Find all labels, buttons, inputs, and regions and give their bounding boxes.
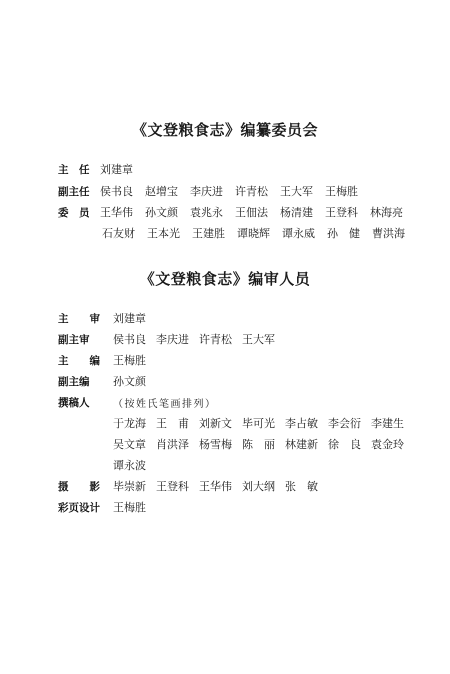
person-name: 李庆进 [190, 185, 223, 198]
deputy-editor-label: 副主编 [58, 375, 90, 388]
person-name: 王登科 [325, 206, 358, 219]
person-name: 侯书良 [113, 333, 146, 346]
director-label: 主 任 [58, 163, 90, 176]
writers-order-note: （按姓氏笔画排列） [113, 398, 217, 410]
person-name: 孙 健 [327, 227, 360, 240]
members-names-line2 [102, 225, 417, 241]
person-name: 谭永波 [113, 459, 146, 472]
director-names [100, 161, 145, 177]
chief-editor-names [113, 352, 156, 368]
person-name: 曹洪海 [372, 227, 405, 240]
writers-names-row-2 [113, 435, 414, 453]
deputy-review-names [113, 331, 285, 347]
person-name: 王梅胜 [113, 501, 146, 514]
person-name: 王建胜 [192, 227, 225, 240]
person-name: 王梅胜 [325, 185, 358, 198]
committee-members-row-continued [100, 224, 417, 242]
person-name: 袁兆永 [190, 206, 223, 219]
chief-editor-label: 主 编 [58, 354, 100, 367]
person-name: 杨雪梅 [199, 438, 232, 451]
person-name: 王华伟 [100, 206, 133, 219]
writers-names-line3 [113, 457, 156, 473]
photo-row [58, 477, 328, 495]
writers-names-row-3 [113, 456, 156, 474]
deputy-editor-row [58, 372, 156, 390]
writers-names-line1 [113, 415, 414, 431]
person-name: 林海亮 [370, 206, 403, 219]
color-design-label: 彩页设计 [58, 501, 100, 514]
person-name: 李会衍 [328, 417, 361, 430]
person-name: 刘建章 [100, 163, 133, 176]
person-name: 李占敏 [285, 417, 318, 430]
person-name: 刘大纲 [242, 480, 275, 493]
chief-review-names [113, 310, 156, 326]
person-name: 肖洪泽 [156, 438, 189, 451]
person-name: 林建新 [285, 438, 318, 451]
person-name: 李建生 [371, 417, 404, 430]
photo-names [113, 478, 328, 494]
color-design-row [58, 498, 156, 516]
person-name: 赵增宝 [145, 185, 178, 198]
committee-director-row [58, 160, 145, 178]
deputy-label: 副主任 [58, 185, 90, 198]
person-name: 刘建章 [113, 312, 146, 325]
person-name: 毕可光 [242, 417, 275, 430]
deputy-review-label: 副主审 [58, 333, 90, 346]
person-name: 袁金玲 [371, 438, 404, 451]
committee-members-row [58, 203, 415, 221]
writers-names-line2 [113, 436, 414, 452]
deputy-review-row [58, 330, 285, 348]
person-name: 徐 良 [328, 438, 361, 451]
photo-label: 摄 影 [58, 480, 100, 493]
person-name: 于龙海 [113, 417, 146, 430]
person-name: 王 甫 [156, 417, 189, 430]
committee-deputy-row [58, 182, 370, 200]
person-name: 许青松 [235, 185, 268, 198]
person-name: 刘新文 [199, 417, 232, 430]
person-name: 王梅胜 [113, 354, 146, 367]
writers-row [58, 393, 217, 411]
committee-title: 《文登粮食志》编纂委员会 [131, 121, 318, 139]
writers-names-row-1 [113, 414, 414, 432]
chief-editor-row [58, 351, 156, 369]
person-name: 王大军 [280, 185, 313, 198]
person-name: 许青松 [199, 333, 232, 346]
person-name: 侯书良 [100, 185, 133, 198]
deputy-editor-names [113, 373, 156, 389]
person-name: 王佃法 [235, 206, 268, 219]
person-name: 王本光 [147, 227, 180, 240]
person-name: 杨清建 [280, 206, 313, 219]
person-name: 吴文章 [113, 438, 146, 451]
color-design-names [113, 499, 156, 515]
person-name: 谭永威 [282, 227, 315, 240]
person-name: 谭晓辉 [237, 227, 270, 240]
person-name: 石友财 [102, 227, 135, 240]
person-name: 陈 丽 [242, 438, 275, 451]
members-names-line1 [100, 204, 415, 220]
chief-review-row [58, 309, 156, 327]
person-name: 李庆进 [156, 333, 189, 346]
person-name: 毕崇新 [113, 480, 146, 493]
person-name: 孙文颜 [145, 206, 178, 219]
person-name: 王大军 [242, 333, 275, 346]
person-name: 孙文颜 [113, 375, 146, 388]
editors-title: 《文登粮食志》编审人员 [139, 270, 311, 288]
members-label: 委 员 [58, 206, 90, 219]
person-name: 王华伟 [199, 480, 232, 493]
person-name: 王登科 [156, 480, 189, 493]
person-name: 张 敏 [285, 480, 318, 493]
chief-review-label: 主 审 [58, 312, 100, 325]
writers-label: 撰稿人 [58, 396, 90, 409]
deputy-names [100, 183, 370, 199]
